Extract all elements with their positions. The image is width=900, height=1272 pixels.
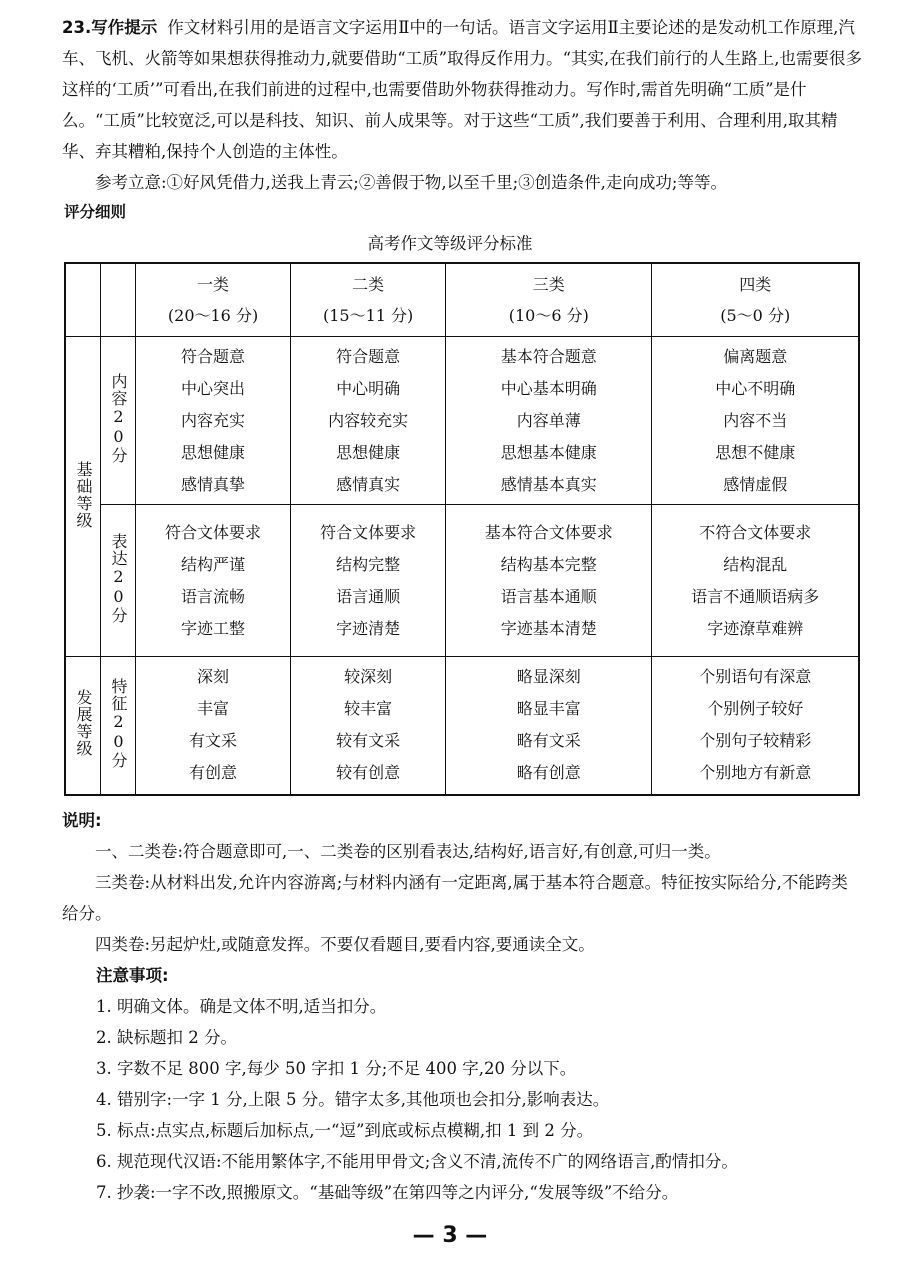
notice-item: 5. 标点:点实点,标题后加标点,一“逗”到底或标点模糊,扣 1 到 2 分。 (96, 1121, 594, 1140)
corner-cell (101, 263, 136, 337)
page-number: — 3 — (412, 1223, 488, 1248)
group-basic: 基础等级 (65, 337, 101, 657)
expression-row (65, 505, 859, 657)
notice-section (96, 960, 864, 1208)
row-label-content: 内容20分 (101, 337, 136, 505)
table-cell: 偏离题意 中心不明确 内容不当 思想不健康 感情虚假 (652, 337, 859, 505)
header-cell: 四类 (5～0 分) (652, 263, 859, 337)
table-cell: 深刻 丰富 有文采 有创意 (136, 657, 291, 795)
feature-row (65, 657, 859, 795)
intro-paragraph (62, 12, 864, 167)
table-cell: 略显深刻 略显丰富 略有文采 略有创意 (446, 657, 652, 795)
table-cell: 符合题意 中心突出 内容充实 思想健康 感情真挚 (136, 337, 291, 505)
explanation-item: 一、二类卷:符合题意即可,一、二类卷的区别看表达,结构好,语言好,有创意,可归一类。 (95, 842, 721, 861)
table-cell: 符合题意 中心明确 内容较充实 思想健康 感情真实 (291, 337, 446, 505)
intro-text: 作文材料引用的是语言文字运用Ⅱ中的一句话。语言文字运用Ⅱ主要论述的是发动机工作原理,汽车、飞机、火箭等如果想获得推动力,就要借助“工质”取得反作用力。“其实,在我们前行的人生路上,也需要很多这样的‘工质’”可看出,在我们前进的过程中,也需要借助外物获得推动力。写作时,需首先明确“工质”是什么。“工质”比较宽泛,可以是科技、知识、前人成果等。对于这些“工质”,我们要善于利用、合理利用,取其精华、弃其糟粕,保持个人创造的主体性。 (62, 18, 863, 161)
question-lead: 写作提示 (91, 18, 158, 37)
table-cell: 不符合文体要求 结构混乱 语言不通顺语病多 字迹潦草难辨 (652, 505, 859, 657)
explanation-title: 说明: (62, 811, 102, 830)
notice-item: 4. 错别字:一字 1 分,上限 5 分。错字太多,其他项也会扣分,影响表达。 (96, 1090, 610, 1109)
row-label-expression: 表达20分 (101, 505, 136, 657)
explanation-section (62, 805, 864, 960)
notice-item: 3. 字数不足 800 字,每少 50 字扣 1 分;不足 400 字,20 分以下。 (96, 1059, 577, 1078)
row-label-feature: 特征20分 (101, 657, 136, 795)
notice-item: 1. 明确文体。确是文体不明,适当扣分。 (96, 997, 387, 1016)
table-cell: 符合文体要求 结构完整 语言通顺 字迹清楚 (291, 505, 446, 657)
header-cell: 二类 (15～11 分) (291, 263, 446, 337)
content-row (65, 337, 859, 505)
header-cell: 一类 (20～16 分) (136, 263, 291, 337)
notice-title: 注意事项: (96, 966, 169, 985)
notice-item: 6. 规范现代汉语:不能用繁体字,不能用甲骨文;含义不清,流传不广的网络语言,酌情扣分。 (96, 1152, 738, 1171)
explanation-item: 四类卷:另起炉灶,或随意发挥。不要仅看题目,要看内容,要通读全文。 (95, 935, 595, 954)
table-cell: 较深刻 较丰富 较有文采 较有创意 (291, 657, 446, 795)
table-header-row (65, 263, 859, 337)
corner-cell (65, 263, 101, 337)
table-cell: 基本符合文体要求 结构基本完整 语言基本通顺 字迹基本清楚 (446, 505, 652, 657)
notice-item: 2. 缺标题扣 2 分。 (96, 1028, 237, 1047)
reference-ideas: 参考立意:①好风凭借力,送我上青云;②善假于物,以至千里;③创造条件,走向成功;等等。 (95, 173, 727, 192)
notice-item: 7. 抄袭:一字不改,照搬原文。“基础等级”在第四等之内评分,“发展等级”不给分。 (96, 1183, 679, 1202)
table-cell: 基本符合题意 中心基本明确 内容单薄 思想基本健康 感情基本真实 (446, 337, 652, 505)
question-number: 23. (62, 18, 92, 37)
header-cell: 三类 (10～6 分) (446, 263, 652, 337)
section-title: 评分细则 (64, 203, 127, 221)
group-develop: 发展等级 (65, 657, 101, 795)
table-title: 高考作文等级评分标准 (367, 234, 533, 253)
grading-table (64, 262, 860, 796)
explanation-item: 三类卷:从材料出发,允许内容游离;与材料内涵有一定距离,属于基本符合题意。特征按实际给分,不能跨类给分。 (62, 873, 848, 923)
table-cell: 符合文体要求 结构严谨 语言流畅 字迹工整 (136, 505, 291, 657)
table-cell: 个别语句有深意 个别例子较好 个别句子较精彩 个别地方有新意 (652, 657, 859, 795)
